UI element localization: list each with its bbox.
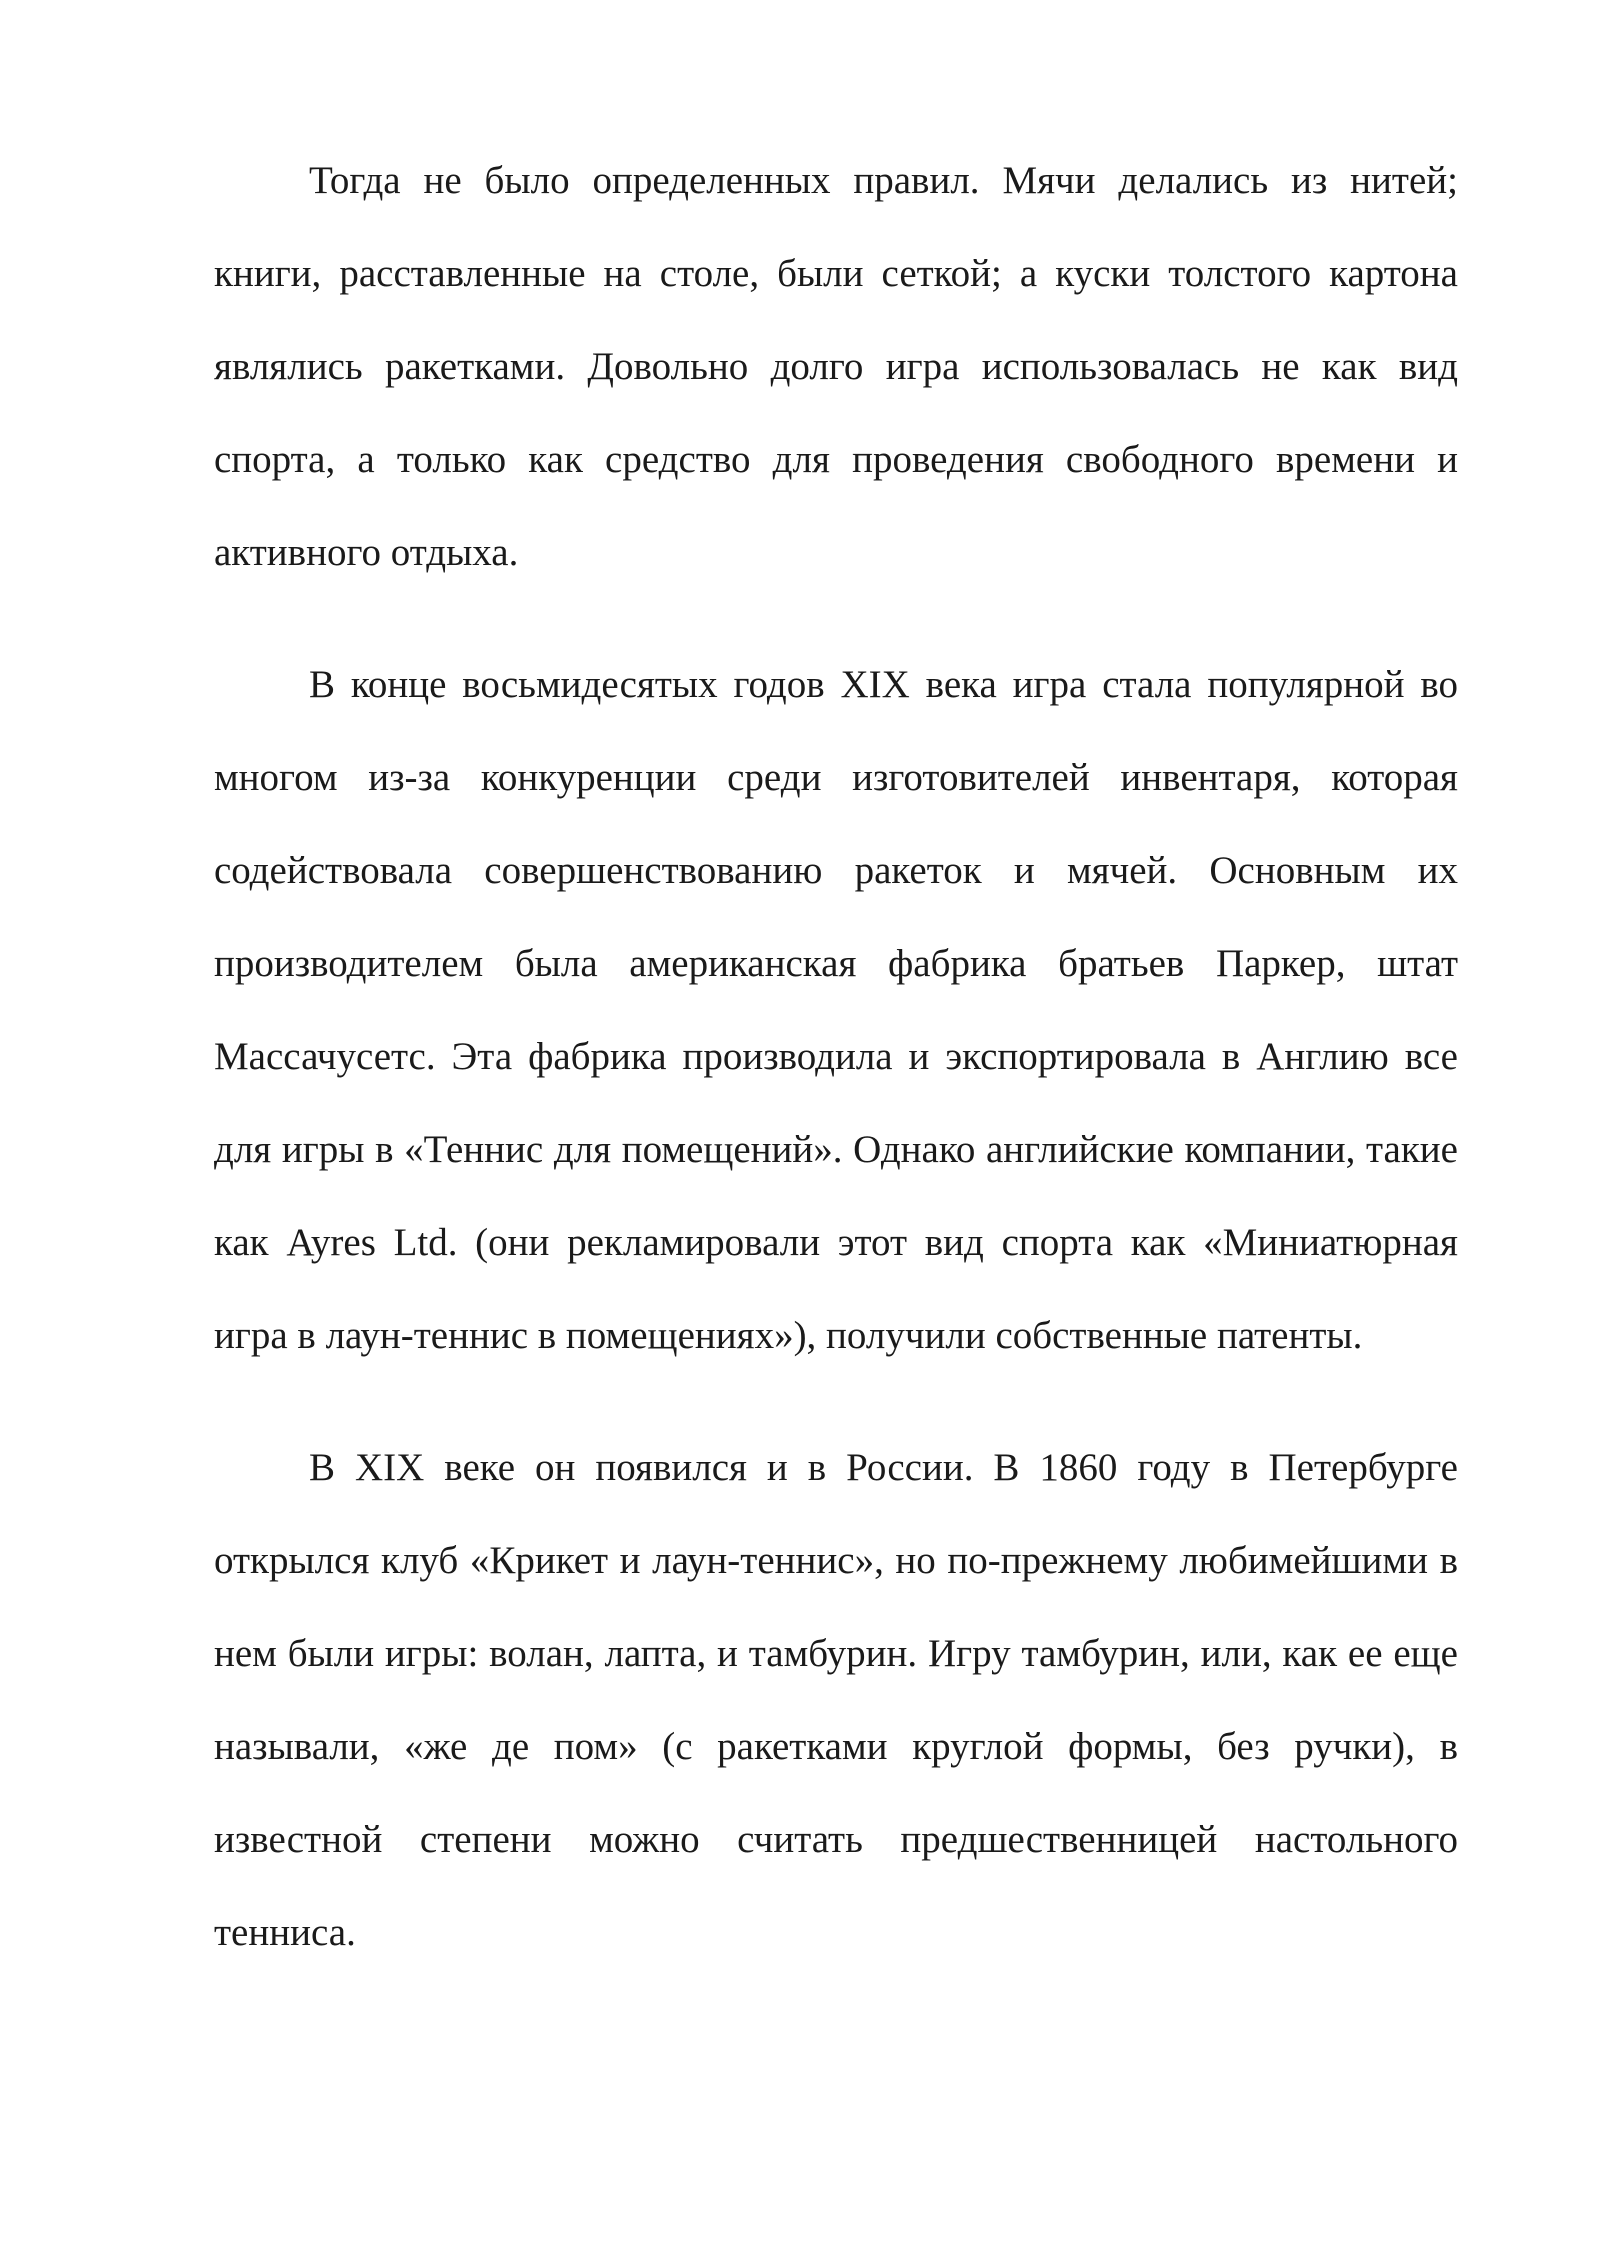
paragraph-russia: В XIX веке он появился и в России. В 1860 году в Петербурге открылся клуб «Крикет и лаун-теннис», но по-прежнему любимейшими в нем были игры: волан, лапта, и тамбурин. Игру тамбурин, или, как ее еще называли, «же де пом» (с ракетками круглой формы, без ручки), в известной степени можно считать предшественницей настольного тенниса.	[214, 1446, 1458, 1954]
paragraph-rules: Тогда не было определенных правил. Мячи делались из нитей; книги, расставленные на столе, были сеткой; а куски толстого картона являлись ракетками. Довольно долго игра использовалась не как вид спорта, а только как средство для проведения свободного времени и активного отдыха.	[214, 159, 1458, 574]
document-body	[214, 134, 1458, 1979]
paragraph-popularity: В конце восьмидесятых годов XIX века игра стала популярной во многом из-за конкуренции среди изготовителей инвентаря, которая содействовала совершенствованию ракеток и мячей. Основным их производителем была американская фабрика братьев Паркер, штат Массачусетс. Эта фабрика производила и экспортировала в Англию все для игры в «Теннис для помещений». Однако английские компании, такие как Ayres Ltd. (они рекламировали этот вид спорта как «Миниатюрная игра в лаун-теннис в помещениях»), получили собственные патенты.	[214, 663, 1458, 1357]
